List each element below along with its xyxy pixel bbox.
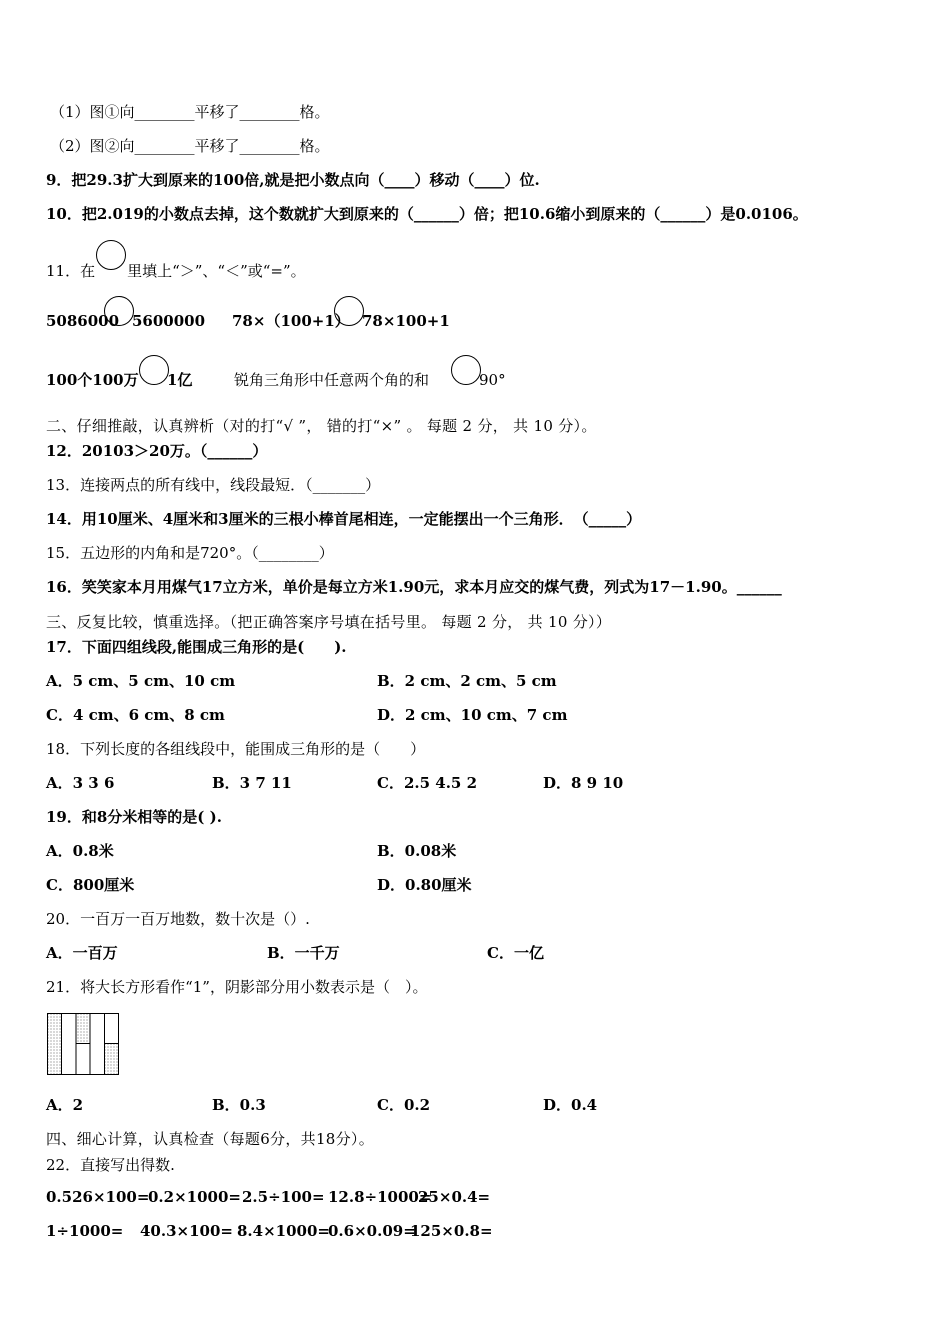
q18-option-c: C．2.5 4.5 2 bbox=[377, 774, 478, 792]
q20-option-a: A．一百万 bbox=[46, 944, 118, 962]
q17-option-a: A．5 cm、5 cm、10 cm bbox=[46, 672, 236, 690]
q11-compare-3-right: 1亿 bbox=[167, 371, 193, 389]
q11-compare-4-left: 锐角三角形中任意两个角的和 bbox=[234, 371, 430, 389]
q11-compare-4-right: 90° bbox=[479, 371, 506, 389]
q21-option-c: C．0.2 bbox=[377, 1096, 431, 1114]
q17-option-c: C．4 cm、6 cm、8 cm bbox=[46, 706, 225, 724]
q21-option-b: B．0.3 bbox=[212, 1096, 266, 1114]
calc-item: 0.526×100= bbox=[46, 1188, 150, 1206]
q20-option-c: C．一亿 bbox=[487, 944, 544, 962]
q11-compare-2-right: 78×100+1 bbox=[362, 312, 450, 330]
q21-option-a: A．2 bbox=[46, 1096, 84, 1114]
calc-item: 125×0.8= bbox=[410, 1222, 493, 1240]
section-3-heading: 三、反复比较，慎重选择。（把正确答案序号填在括号里。 每题 2 分， 共 10 分）） bbox=[46, 613, 612, 631]
q19-option-b: B．0.08米 bbox=[377, 842, 457, 860]
shaded-strip-1 bbox=[48, 1014, 62, 1075]
question-14: 14．用10厘米、4厘米和3厘米的三根小棒首尾相连，一定能摆出一个三角形． （_____） bbox=[46, 510, 642, 528]
q18-option-b: B．3 7 11 bbox=[212, 774, 292, 792]
question-15: 15．五边形的内角和是720°。（________） bbox=[46, 544, 334, 562]
section-2-heading: 二、仔细推敲，认真辨析（对的打“√ ”， 错的打“×” 。 每题 2 分， 共 10 分）。 bbox=[46, 417, 597, 435]
q11-compare-1-right: 5600000 bbox=[132, 312, 206, 330]
q19-option-c: C．800厘米 bbox=[46, 876, 135, 894]
calc-item: 12.8÷1000= bbox=[328, 1188, 432, 1206]
question-11 bbox=[46, 252, 306, 282]
calc-item: 1÷1000= bbox=[46, 1222, 124, 1240]
circle-blank-icon bbox=[104, 296, 134, 326]
q11-instruction: 里填上“＞”、“＜”或“=”。 bbox=[127, 262, 306, 280]
calc-item: 0.2×1000= bbox=[148, 1188, 241, 1206]
question-20: 20．一百万一百万地数，数十次是（）. bbox=[46, 910, 310, 928]
shaded-strip-2 bbox=[76, 1014, 90, 1044]
q19-option-a: A．0.8米 bbox=[46, 842, 114, 860]
question-10: 10．把2.019的小数点去掉，这个数就扩大到原来的（______）倍；把10.6缩小到原来的（______）是0.0106。 bbox=[46, 205, 808, 223]
q11-compare-3-left: 100个100万 bbox=[46, 371, 139, 389]
question-17: 17．下面四组线段,能围成三角形的是( ). bbox=[46, 638, 347, 656]
q8-sub2: （2）图②向________平移了________格。 bbox=[50, 137, 330, 155]
question-21: 21．将大长方形看作“1”，阴影部分用小数表示是（ ）。 bbox=[46, 978, 428, 996]
calc-item: 40.3×100= bbox=[140, 1222, 233, 1240]
q11-compare-1-left: 5086000 bbox=[46, 312, 120, 330]
q20-option-b: B．一千万 bbox=[267, 944, 340, 962]
circle-blank-icon bbox=[96, 240, 126, 270]
shaded-rectangle-figure bbox=[47, 1013, 119, 1075]
q11-prefix: 11．在 bbox=[46, 262, 96, 280]
q19-option-d: D．0.80厘米 bbox=[377, 876, 472, 894]
q18-option-a: A．3 3 6 bbox=[46, 774, 115, 792]
question-9: 9．把29.3扩大到原来的100倍,就是把小数点向（____）移动（____）位. bbox=[46, 171, 540, 189]
section-4-heading: 四、细心计算，认真检查（每题6分，共18分）。 bbox=[46, 1130, 375, 1148]
circle-blank-icon bbox=[451, 355, 481, 385]
circle-blank-icon bbox=[334, 296, 364, 326]
question-13: 13．连接两点的所有线中，线段最短．（_______） bbox=[46, 476, 381, 494]
question-16: 16．笑笑家本月用煤气17立方米，单价是每立方米1.90元，求本月应交的煤气费，列式为17－1.90。______ bbox=[46, 578, 782, 596]
question-19: 19．和8分米相等的是( ). bbox=[46, 808, 222, 826]
question-18: 18．下列长度的各组线段中，能围成三角形的是（ ） bbox=[46, 740, 426, 758]
circle-blank-icon bbox=[139, 355, 169, 385]
q17-option-b: B．2 cm、2 cm、5 cm bbox=[377, 672, 557, 690]
q18-option-d: D．8 9 10 bbox=[543, 774, 624, 792]
q11-compare-2-left: 78×（100+1） bbox=[232, 312, 350, 330]
calc-item: 25×0.4= bbox=[418, 1188, 491, 1206]
q8-sub1: （1）图①向________平移了________格。 bbox=[50, 103, 330, 121]
question-22: 22．直接写出得数. bbox=[46, 1156, 175, 1174]
calc-item: 0.6×0.09= bbox=[328, 1222, 416, 1240]
calc-item: 8.4×1000= bbox=[237, 1222, 330, 1240]
q17-option-d: D．2 cm、10 cm、7 cm bbox=[377, 706, 568, 724]
question-12: 12．20103＞20万。（______） bbox=[46, 442, 268, 460]
shaded-strip-3 bbox=[105, 1044, 119, 1075]
calc-item: 2.5÷100= bbox=[242, 1188, 325, 1206]
q21-option-d: D．0.4 bbox=[543, 1096, 598, 1114]
